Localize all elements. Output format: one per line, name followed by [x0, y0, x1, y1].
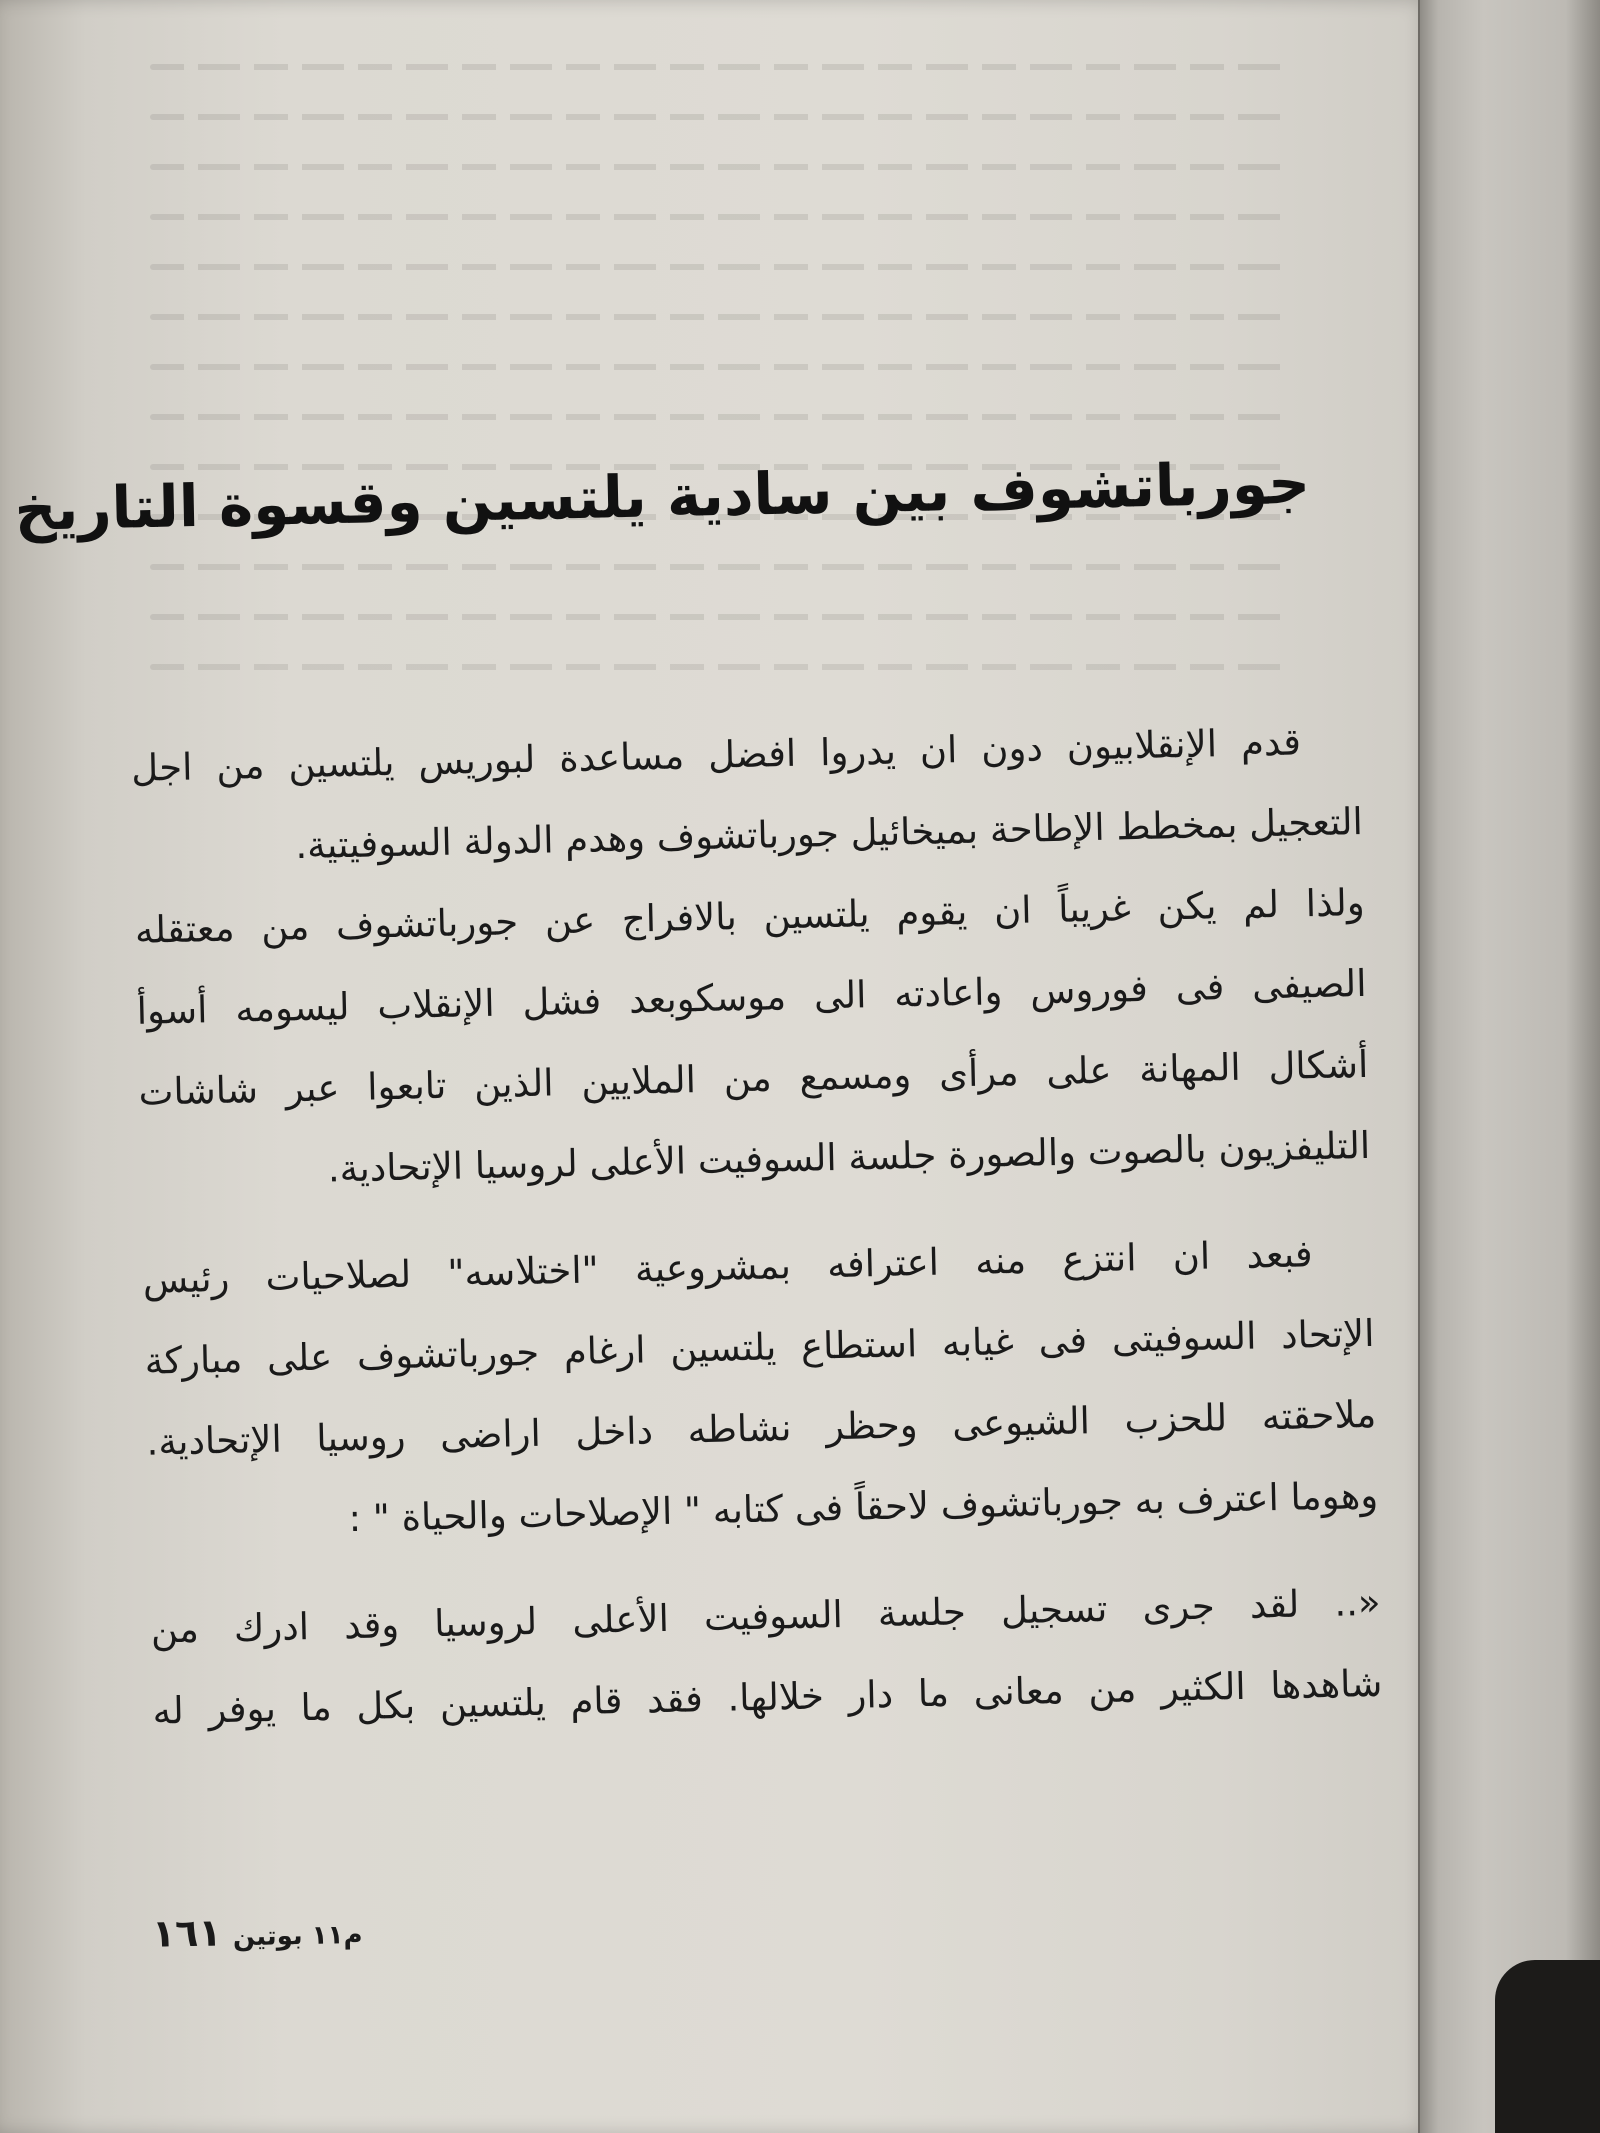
chapter-title: جورباتشوف بين سادية يلتسين وقسوة التاريخ [13, 448, 1311, 544]
text-line: التعجيل بمخطط الإطاحة بميخائيل جورباتشوف وهدم الدولة السوفيتية. [294, 799, 1364, 868]
show-through-text [150, 20, 1290, 660]
quote-paragraph [150, 1562, 1383, 1752]
paragraph [130, 700, 1363, 890]
page-body [130, 700, 1383, 1752]
text-line: فبعد ان انتزع منه اعترافه بمشروعية "اختلاسه" لصلاحيات رئيس [142, 1232, 1314, 1302]
text-line: قدم الإنقلابيون دون ان يدروا افضل مساعدة لبوريس يلتسين من اجل [130, 720, 1302, 790]
text-line: الإتحاد السوفيتى فى غيابه استطاع يلتسين ارغام جورباتشوف على مباركة [144, 1311, 1375, 1383]
text-line: أشكال المهانة على مرأى ومسمع من الملايين الذين تابعوا عبر شاشات [138, 1042, 1369, 1114]
text-line: ولذا لم يكن غريباً ان يقوم يلتسين بالافراج عن جورباتشوف من معتقله [134, 880, 1366, 952]
next-page-edge [1418, 0, 1600, 2133]
background-shadow [1495, 1960, 1600, 2133]
text-line: التليفزيون بالصوت والصورة جلسة السوفيت الأعلى لروسيا الإتحادية. [327, 1123, 1371, 1191]
text-line: الصيفى فى فوروس واعادته الى موسكوبعد فشل الإنقلاب ليسومه أسوأ [136, 961, 1367, 1033]
paragraph [142, 1212, 1379, 1564]
text-line: «.. لقد جرى تسجيل جلسة السوفيت الأعلى لروسيا وقد ادرك من [150, 1580, 1381, 1652]
page-footer [130, 1908, 363, 1956]
text-line: وهوما اعترف به جورباتشوف لاحقاً فى كتابه " الإصلاحات والحياة " : [348, 1473, 1379, 1541]
page-number: ١٦١ [151, 1910, 222, 1956]
paragraph [134, 862, 1371, 1214]
signature-mark: م١١ بوتين [232, 1919, 363, 1953]
text-line: شاهدها الكثير من معانى ما دار خلالها. فقد قام يلتسين بكل ما يوفر له [152, 1661, 1383, 1733]
text-line: ملاحقته للحزب الشيوعى وحظر نشاطه داخل اراضى روسيا الإتحادية. [146, 1392, 1377, 1464]
